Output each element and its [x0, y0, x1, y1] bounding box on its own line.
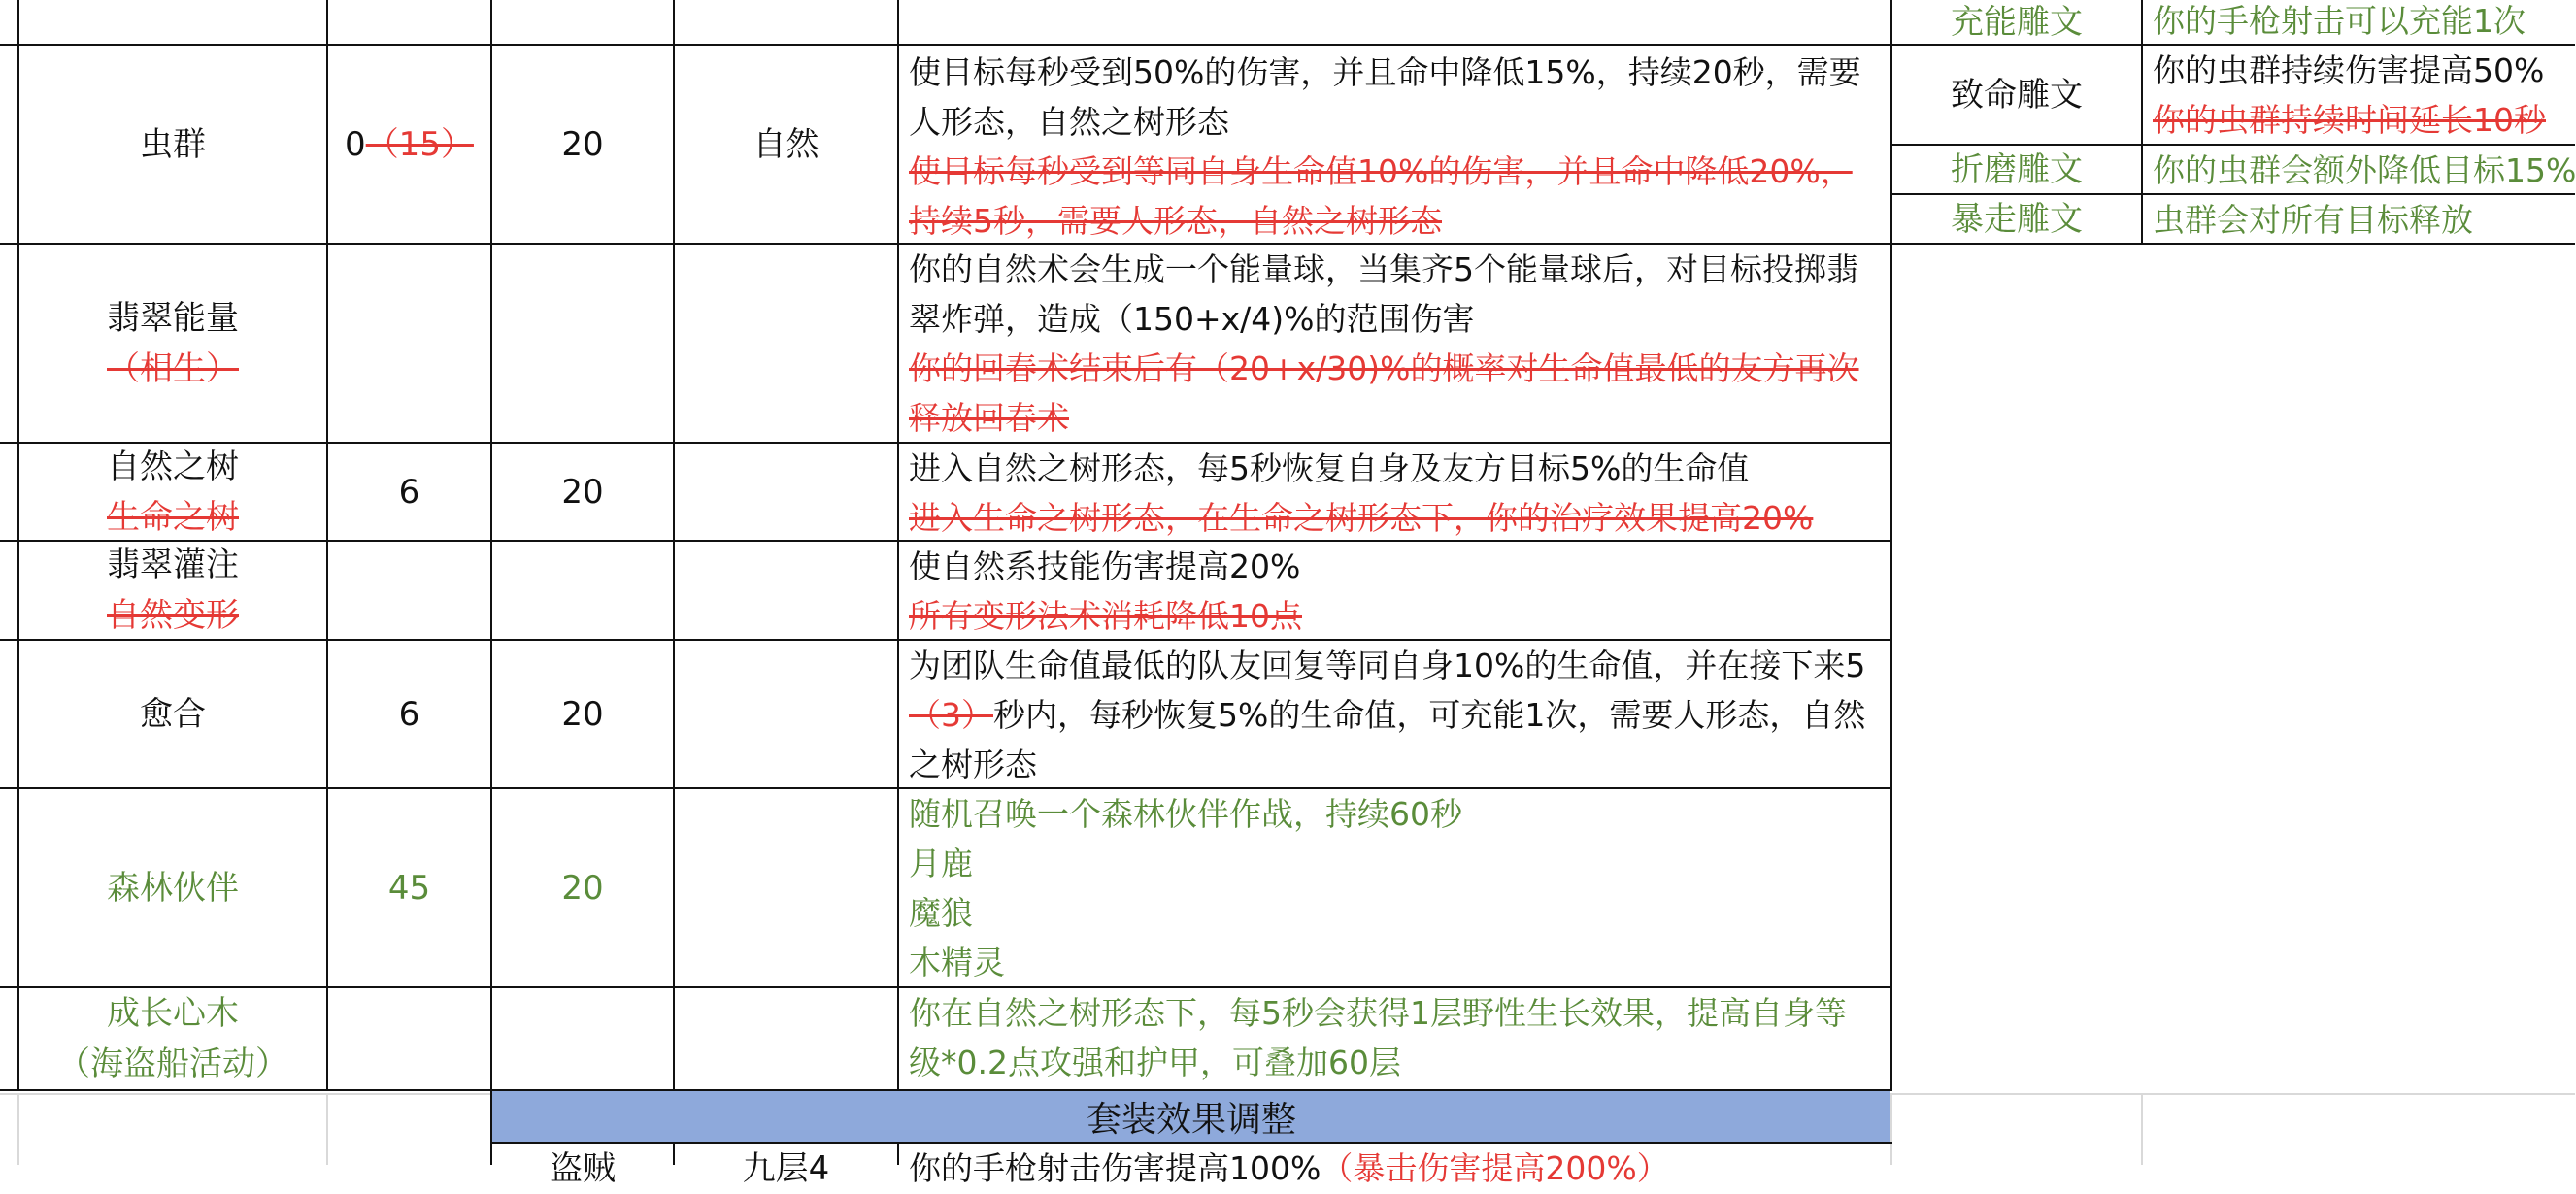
description-old-fragment: （3） [909, 696, 993, 734]
range-value: 20 [561, 694, 604, 734]
description-line: 月鹿 [909, 845, 973, 882]
grid-line [1890, 1093, 1892, 1165]
glyph-desc-cell [2143, 0, 2575, 46]
grid-line [17, 1093, 19, 1165]
description-line [909, 1144, 1885, 1193]
cooldown-value: 0 [345, 124, 366, 164]
glyph-name: 折磨雕文 [1951, 149, 2083, 189]
glyph-name: 充能雕文 [1951, 2, 2083, 42]
skill-name: 翡翠能量 [107, 298, 239, 338]
class-cell [492, 1144, 673, 1192]
description-old-line: 所有变形法术消耗降低10点 [909, 597, 1302, 635]
skill-name-cell [19, 245, 326, 442]
description-line: 翠炸弹，造成（150+x/4)%的范围伤害 [909, 300, 1475, 338]
description-cell [899, 641, 1890, 789]
skill-name-sub: （海盗船活动） [57, 1045, 288, 1083]
skill-old-name: 自然变形 [107, 596, 239, 635]
description-fragment: 秒内，每秒恢复5%的生命值，可充能1次，需要人形态，自然 [993, 696, 1866, 734]
glyph-desc-cell [2143, 146, 2575, 195]
school-cell [675, 46, 897, 243]
cooldown-value: 6 [398, 472, 420, 512]
cooldown-value: 45 [387, 868, 431, 908]
glyph-name-cell [1892, 46, 2141, 144]
range-cell [492, 641, 673, 787]
description-cell [899, 444, 1890, 543]
description-old-line: 持续5秒，需要人形态，自然之树形态 [909, 202, 1442, 240]
cooldown-cell [328, 641, 490, 787]
description-cell [899, 789, 1890, 987]
set-effect-header [492, 1091, 1890, 1142]
class-value: 盗贼 [550, 1149, 616, 1188]
description-line: 木精灵 [909, 944, 1005, 981]
glyph-name-cell [1892, 0, 2141, 44]
description-line [909, 690, 1885, 740]
cooldown-cell [328, 789, 490, 986]
description-line: 随机召唤一个森林伙伴作战，持续60秒 [909, 795, 1462, 833]
glyph-desc-line: 你的手枪射击可以充能1次 [2153, 2, 2526, 40]
description-line: 你在自然之树形态下，每5秒会获得1层野性生长效果，提高自身等 [909, 994, 1847, 1032]
skill-name: 翡翠灌注 [107, 546, 239, 584]
cooldown-old-value: （15） [365, 124, 474, 164]
description-line: 人形态，自然之树形态 [909, 103, 1229, 141]
description-old-line: 使目标每秒受到等同自身生命值10%的伤害，并且命中降低20%， [909, 152, 1853, 190]
skill-name: 森林伙伴 [107, 868, 239, 908]
cooldown-value: 6 [398, 694, 420, 734]
glyph-name: 暴走雕文 [1951, 199, 2083, 239]
glyph-name-cell [1892, 146, 2141, 193]
set-effect-title: 套装效果调整 [1086, 1099, 1296, 1140]
description-old-line: 进入生命之树形态，在生命之树形态下，你的治疗效果提高20% [909, 499, 1814, 537]
range-cell [492, 46, 673, 243]
grid-line [326, 1093, 328, 1165]
description-fragment: 你的手枪射击伤害提高100% [909, 1149, 1321, 1187]
grid-line [2141, 1093, 2143, 1165]
description-old-line: 你的回春术结束后有（20+x/30)%的概率对生命值最低的友方再次 [909, 349, 1859, 387]
glyph-desc-line: 你的虫群会额外降低目标15% [2153, 151, 2576, 189]
description-cell [899, 245, 1890, 443]
skill-old-name: 生命之树 [107, 497, 239, 537]
description-line: 之树形态 [909, 746, 1037, 783]
range-value: 20 [561, 472, 604, 512]
description-line: 级*0.2点攻强和护甲，可叠加60层 [909, 1044, 1401, 1081]
description-cell [899, 542, 1890, 641]
description-line: 进入自然之树形态，每5秒恢复自身及友方目标5%的生命值 [909, 449, 1750, 487]
skill-name: 自然之树 [107, 447, 239, 486]
glyph-name-cell [1892, 195, 2141, 243]
skill-name-cell [19, 641, 326, 787]
description-cell [899, 48, 1890, 246]
glyph-desc-old-line: 你的虫群持续时间延长10秒 [2153, 101, 2546, 139]
description-line: 为团队生命值最低的队友回复等同自身10%的生命值，并在接下来5 [909, 647, 1866, 684]
range-value: 20 [561, 124, 604, 164]
school-value: 自然 [753, 124, 820, 164]
description-red-fragment: （暴击伤害提高200%） [1321, 1149, 1669, 1187]
description-line: 使目标每秒受到50%的伤害，并且命中降低15%，持续20秒，需要 [909, 53, 1861, 91]
skill-name-cell [19, 789, 326, 986]
range-value: 20 [561, 868, 604, 908]
set-tier-value: 九层4 [742, 1149, 830, 1188]
description-line: 使自然系技能伤害提高20% [909, 547, 1301, 585]
glyph-desc-cell [2143, 195, 2575, 245]
skill-name: 成长心木 [107, 994, 239, 1033]
cooldown-cell [328, 444, 490, 540]
glyph-name: 致命雕文 [1951, 75, 2083, 115]
skill-name: 愈合 [140, 694, 206, 734]
cooldown-cell [328, 46, 490, 243]
skill-name-cell [19, 542, 326, 639]
description-line: 魔狼 [909, 894, 973, 932]
skill-old-name: （相生） [107, 348, 239, 388]
description-old-line: 释放回春术 [909, 399, 1069, 437]
set-tier-cell [675, 1144, 897, 1192]
glyph-desc-cell [2143, 46, 2575, 145]
skill-name: 虫群 [140, 124, 206, 164]
skill-name-cell [19, 988, 326, 1089]
skill-name-cell [19, 46, 326, 243]
glyph-desc-line: 你的虫群持续伤害提高50% [2153, 51, 2545, 89]
skill-name-cell [19, 444, 326, 540]
range-cell [492, 789, 673, 986]
description-cell [899, 1144, 1890, 1187]
glyph-desc-line: 虫群会对所有目标释放 [2153, 201, 2473, 239]
description-cell [899, 988, 1890, 1087]
description-line: 你的自然术会生成一个能量球，当集齐5个能量球后，对目标投掷翡 [909, 250, 1858, 288]
range-cell [492, 444, 673, 540]
